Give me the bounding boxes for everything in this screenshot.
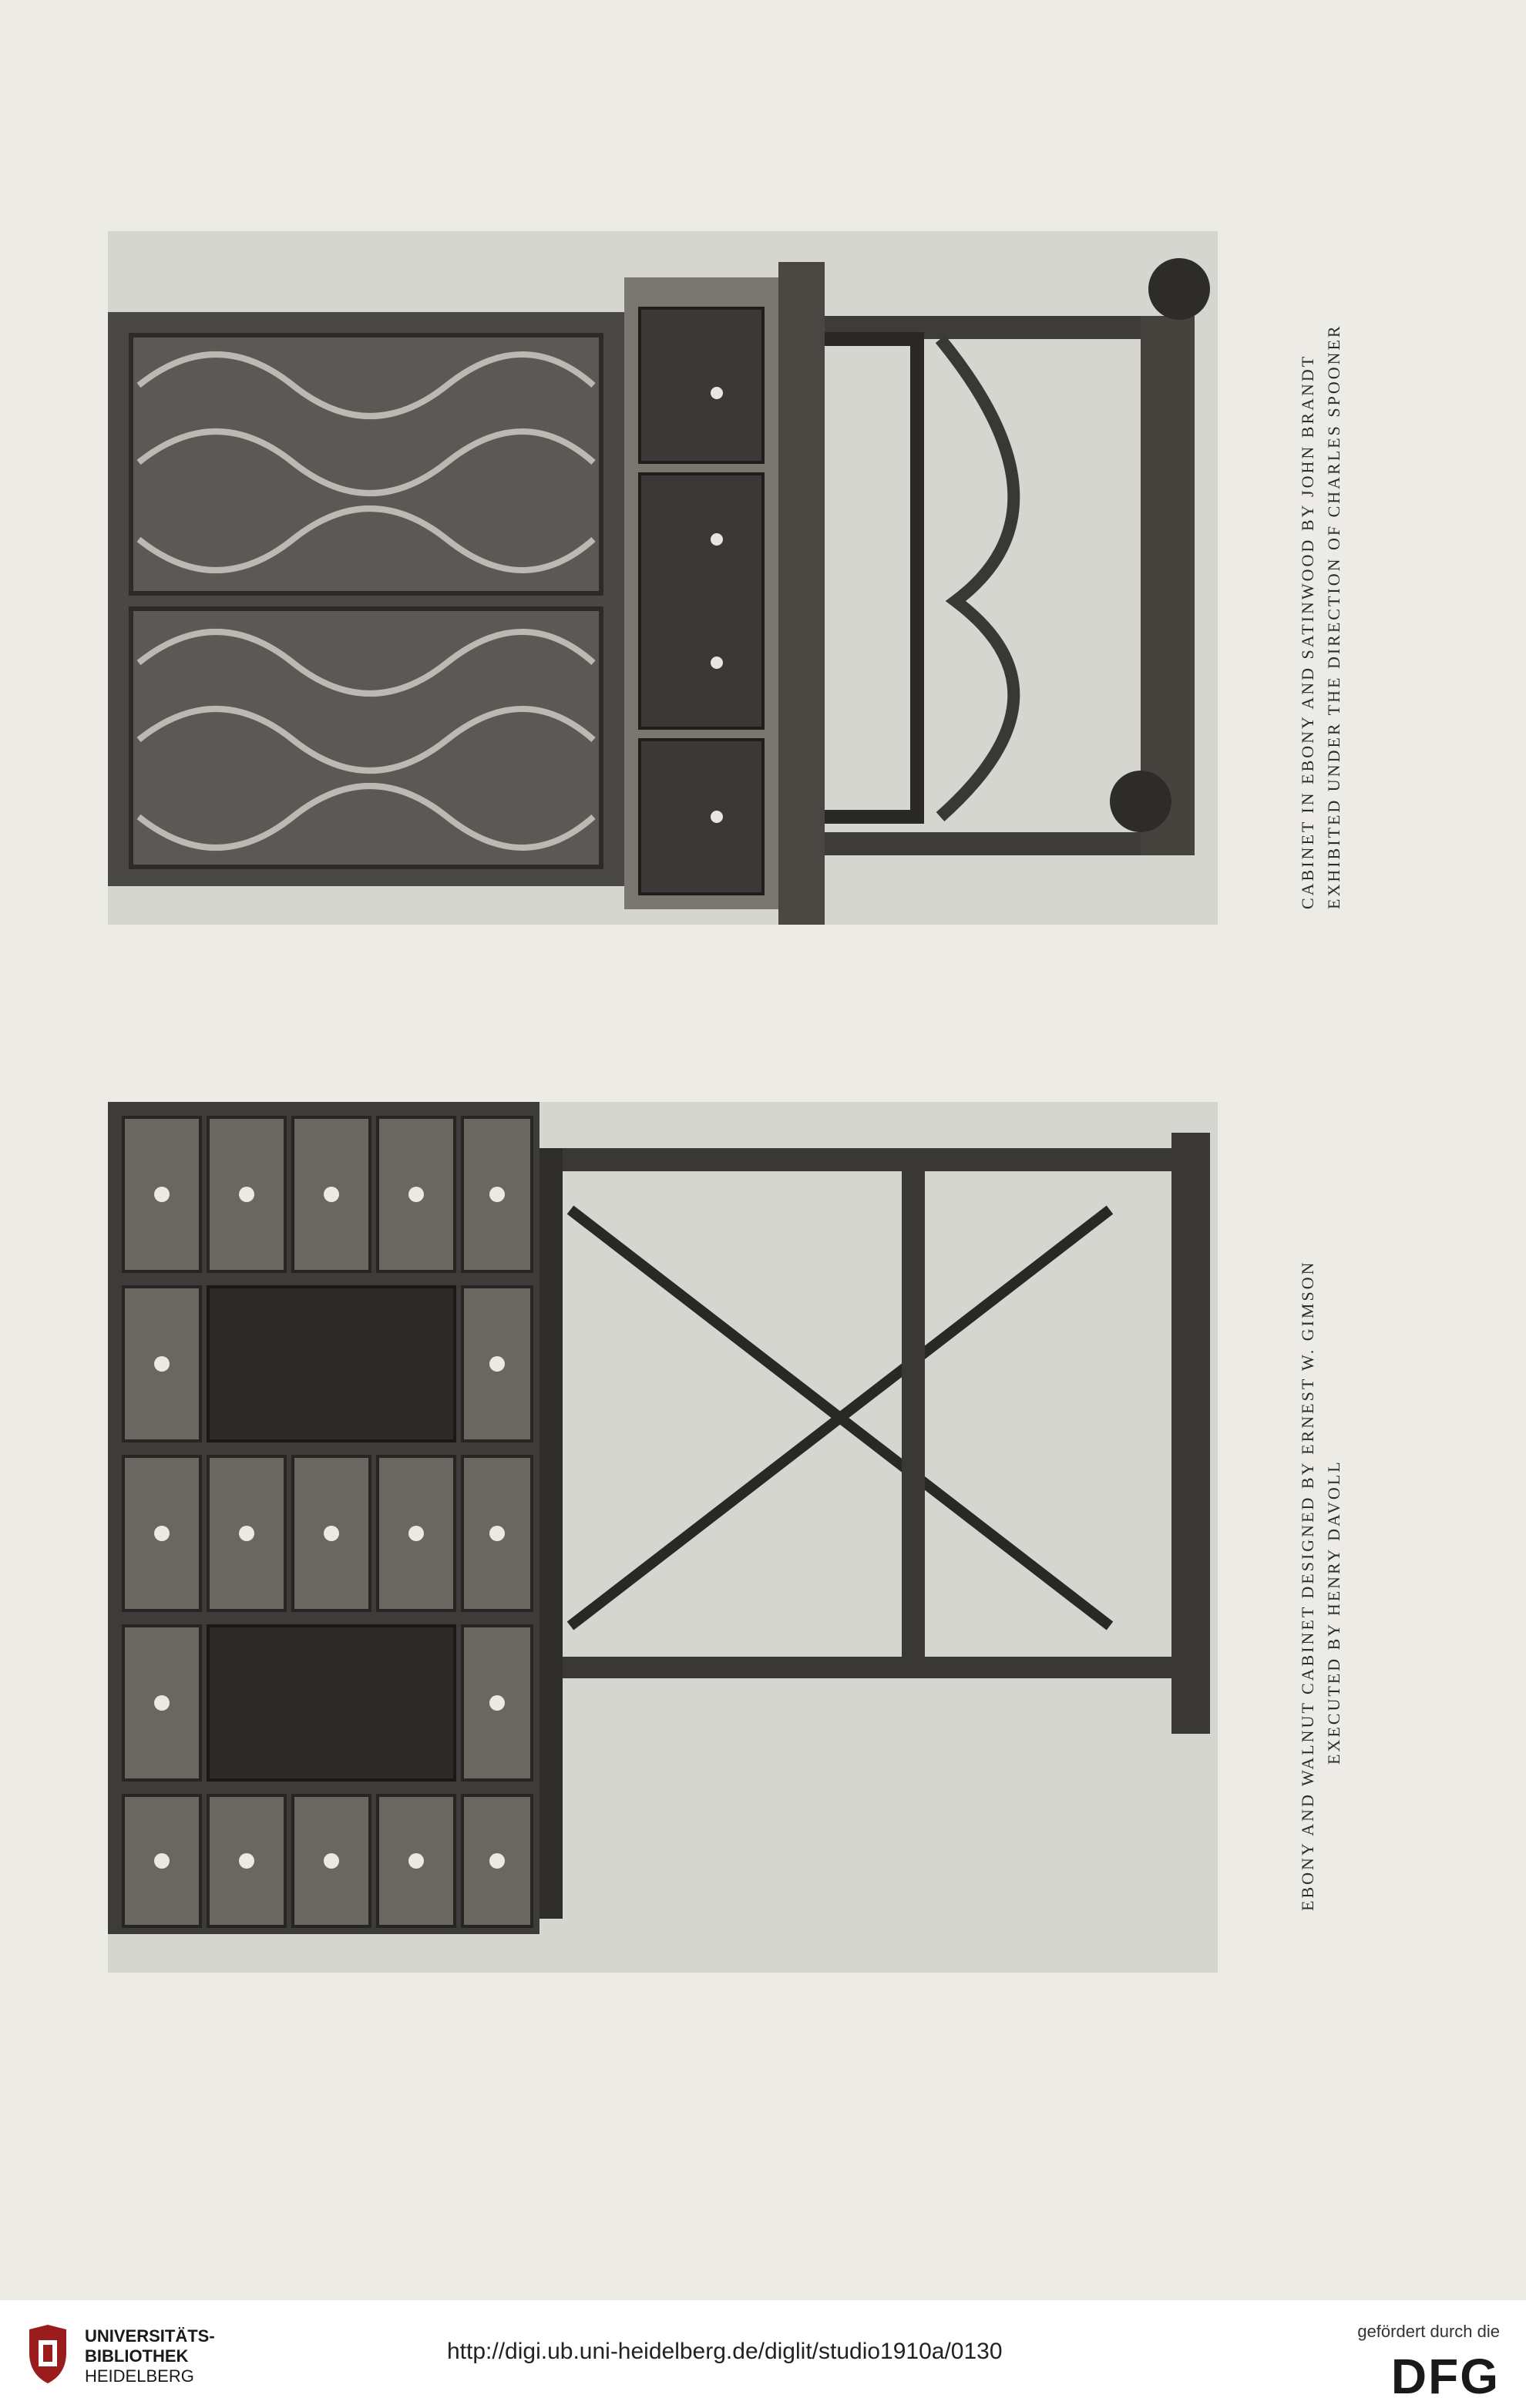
page-url-link[interactable]: http://digi.ub.uni-heidelberg.de/diglit/studio1910a/0130 — [447, 2339, 1003, 2364]
caption-left-line1: EBONY AND WALNUT CABINET DESIGNED BY ERNEST W. GIMSON — [1298, 1260, 1317, 1911]
institution-line2: BIBLIOTHEK — [85, 2346, 189, 2366]
university-seal-icon — [23, 2322, 72, 2386]
photo-ebony-walnut-cabinet — [108, 1102, 1218, 1973]
caption-left-line2: EXECUTED BY HENRY DAVOLL — [1324, 1459, 1343, 1765]
photo-ebony-satinwood-cabinet — [108, 231, 1218, 925]
caption-ebony-satinwood-cabinet — [1295, 324, 1347, 909]
institution-line3: HEIDELBERG — [85, 2366, 194, 2386]
ebony-walnut-cabinet-image — [108, 1102, 1218, 1973]
institution-name — [85, 2326, 215, 2386]
ebony-satinwood-cabinet-image — [108, 231, 1218, 925]
dfg-logo: DFG — [1390, 2349, 1500, 2404]
caption-ebony-walnut-cabinet — [1295, 1261, 1347, 1912]
footer-bar — [0, 2300, 1526, 2408]
caption-right-line2: EXHIBITED UNDER THE DIRECTION OF CHARLES SPOONER — [1324, 324, 1343, 909]
funding-label: gefördert durch die — [1357, 2322, 1500, 2341]
institution-line1: UNIVERSITÄTS- — [85, 2326, 215, 2346]
caption-right-line1: CABINET IN EBONY AND SATINWOOD BY JOHN BRANDT — [1298, 354, 1317, 909]
